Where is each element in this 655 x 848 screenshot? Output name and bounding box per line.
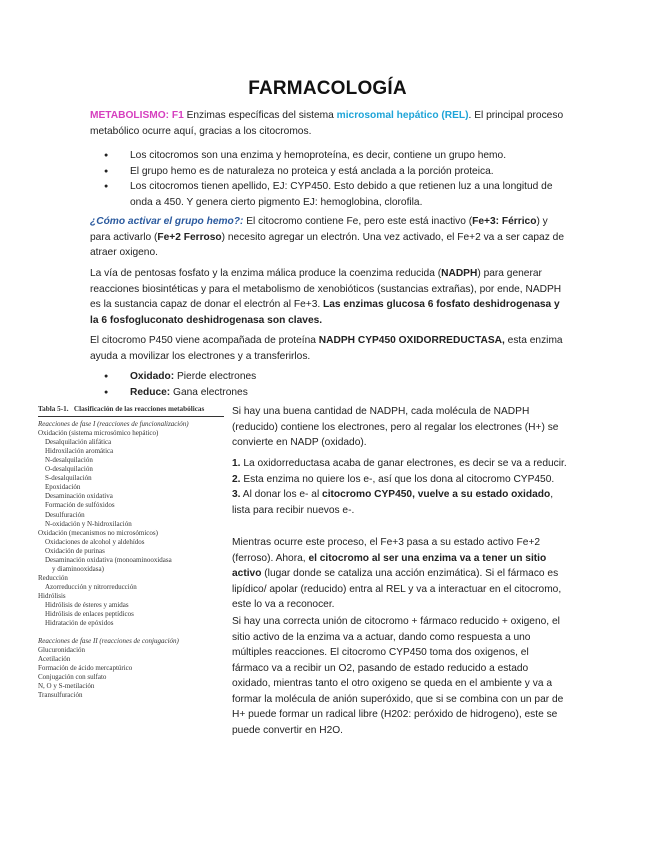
step-3-text-b: , lista para recibir nuevos e-.	[232, 489, 554, 516]
table-row: Desaminación oxidativa	[45, 492, 113, 501]
active-site-paragraph	[232, 535, 567, 613]
step-3-bold: citocromo CYP450, vuelve a su estado oxidado	[322, 489, 551, 500]
p450-text-2: esta enzima ayuda a movilizar los electrones y a transferirlos.	[90, 335, 563, 362]
table-row: N, O y S-metilación	[38, 682, 95, 691]
table-row: Acetilación	[38, 655, 71, 664]
reduced-text: Gana electrones	[170, 386, 248, 398]
hemo-text-3: ) necesito agregar un electrón. Una vez activado, el Fe+2 va a ser capaz de atraer oxigeno.	[90, 231, 564, 258]
p450-text-1: El citocromo P450 viene acompañada de proteína	[90, 335, 319, 346]
table-row: Reducción	[38, 573, 68, 582]
p450-paragraph	[90, 333, 570, 364]
cytochrome-bullet-list	[118, 148, 558, 210]
table-row: Reacciones de fase I (reacciones de funcionalización)	[38, 420, 189, 429]
table-row: Oxidación (mecanismos no microsómicos)	[38, 528, 158, 537]
page-title: FARMACOLOGÍA	[248, 78, 407, 99]
table-row: Transulfuración	[38, 691, 83, 700]
step-2-number: 2.	[232, 473, 241, 485]
hemo-text-1: El citocromo contiene Fe, pero este está inactivo (	[243, 216, 473, 227]
table-row: Formación de ácido mercaptúrico	[38, 664, 133, 673]
key-enzymes-text: Las enzimas glucosa 6 fosfato deshidrogenasa y la 6 fosfogluconato deshidrogenasa son claves.	[90, 299, 560, 326]
metabolic-reactions-table	[38, 405, 224, 701]
nadph-paragraph	[90, 266, 570, 328]
table-row: Glucuronidación	[38, 646, 86, 655]
step-3-number: 3.	[232, 489, 241, 500]
oxidoreductase-label: NADPH CYP450 OXIDORREDUCTASA,	[318, 335, 505, 346]
list-item: ● Los citocromos son una enzima y hemoproteína, es decir, contiene un grupo hemo.	[118, 148, 558, 164]
hemo-activation-paragraph	[90, 214, 570, 261]
list-item: ● Los citocromos tienen apellido, EJ: CYP450. Esto debido a que retienen luz a una longitud de onda a 450. Y genera cierto pigmento EJ: hemoglobina, clorofila.	[118, 179, 558, 210]
metabolism-text-1: Enzimas específicas del sistema	[183, 110, 337, 121]
table-row: Desaminación oxidativa (monoaminooxidasa	[45, 555, 172, 564]
table-row: Oxidaciones de alcohol y aldehídos	[45, 537, 145, 546]
table-row: Azorreducción y nitrorreducción	[45, 582, 137, 591]
reduced-label: Reduce:	[130, 386, 171, 398]
step-3-text-a: Al donar los e- al	[240, 489, 323, 500]
metabolism-paragraph	[90, 108, 570, 139]
metabolism-label: METABOLISMO: F1	[90, 110, 184, 121]
table-row: Hidrólisis de ésteres y amidas	[45, 600, 129, 609]
active-site-bold: el citocromo al ser una enzima va a tener un sitio activo	[232, 552, 547, 579]
table-title: Clasificación de las reacciones metabólicas	[73, 405, 205, 413]
table-row: y diaminooxidasa)	[52, 564, 104, 573]
table-row: Epoxidación	[45, 483, 81, 492]
table-row	[38, 628, 224, 637]
active-site-text-1: Mientras ocurre este proceso, el Fe+3 pasa a su estado activo Fe+2 (ferroso). Ahora,	[232, 537, 541, 564]
table-row: S-desalquilación	[45, 474, 92, 483]
step-2-text: Esta enzima no quiere los e-, así que los dona al citocromo CYP450.	[240, 473, 555, 485]
table-row: Oxidación de purinas	[45, 546, 105, 555]
steps-paragraph	[232, 456, 567, 518]
step-1-text: La oxidorreductasa acaba de ganar electrones, es decir se va a reducir.	[240, 458, 567, 469]
ferrous-label: Fe+2 Ferroso	[157, 231, 222, 243]
table-rows	[38, 420, 224, 700]
oxidized-label: Oxidado:	[130, 371, 175, 382]
oxygen-paragraph: Si hay una correcta unión de citocromo + fármaco reducido + oxigeno, el sitio activo de la enzima va a actuar, dando como respuesta a uno múltiples reacciones. El citocromo CYP450 toma dos oxigenos, el fármaco va a recibir un O2, pasando de estado reducido a estado oxidado, mientras tanto el otro oxigeno se queda en el ambiente y va a formar la molécula de anión superóxido, que si se combina con un par de H+ puede formar un radical libre (H202: peróxido de hidrogeno), este se puede convertir en H2O.	[232, 616, 564, 736]
table-row: O-desalquilación	[45, 465, 93, 474]
table-row: Desulfuración	[45, 510, 85, 519]
redox-bullet-list	[118, 369, 558, 400]
ferric-label: Fe+3: Férrico	[472, 216, 537, 227]
table-row: Hidrólisis	[38, 591, 66, 600]
step-1-number: 1.	[232, 458, 241, 469]
nadph-text-2: ) para generar reacciones biosintéticas y para el metabolismo de xenobióticos (sustancias extrañas), por ende, NADPH es la sustancia capaz de donar el electrón al Fe+3.	[90, 268, 562, 310]
list-item	[118, 369, 558, 385]
table-row: Hidrólisis de enlaces peptídicos	[45, 610, 134, 619]
nadph-electrons-paragraph: Si hay una buena cantidad de NADPH, cada molécula de NADPH (reducido) contiene los electrones, pero al regalar los electrones (H+) se convierte en NADP (oxidado).	[232, 406, 559, 448]
table-row: Formación de sulfóxidos	[45, 501, 115, 510]
table-row: Hidratación de epóxidos	[45, 619, 114, 628]
table-row: N-desalquilación	[45, 456, 93, 465]
table-row: N-oxidación y N-hidroxilación	[45, 519, 132, 528]
nadph-text-1: La vía de pentosas fosfato y la enzima málica produce la coenzima reducida (	[90, 268, 442, 279]
rel-highlight: microsomal hepático (REL)	[336, 110, 469, 121]
table-row: Reacciones de fase II (reacciones de conjugación)	[38, 637, 179, 646]
hemo-question: ¿Cómo activar el grupo hemo?:	[90, 216, 244, 227]
table-row: Desalquilación alifática	[45, 438, 112, 447]
table-row: Conjugación con sulfato	[38, 673, 107, 682]
list-item: ● El grupo hemo es de naturaleza no proteica y está anclada a la porción proteica.	[118, 164, 558, 180]
oxidized-text: Pierde electrones	[174, 371, 257, 382]
table-number: Tabla 5-1.	[38, 405, 69, 413]
table-row: Oxidación (sistema microsómico hepático)	[38, 429, 159, 438]
table-caption	[38, 405, 224, 417]
hemo-text-2: ) y para activarlo (	[90, 216, 548, 243]
list-item	[118, 385, 558, 401]
active-site-text-2: (lugar donde se cataliza una acción enzimática). Si el fármaco es lipídico/ apolar (reducido) entra al REL y va a interactuar en el citocromo, este lo va a reconocer.	[232, 568, 562, 610]
nadph-label: NADPH	[441, 268, 478, 279]
table-row: Hidroxilación aromática	[45, 447, 114, 456]
metabolism-text-2: . El principal proceso metabólico ocurre aquí, gracias a los citocromos.	[90, 110, 564, 137]
